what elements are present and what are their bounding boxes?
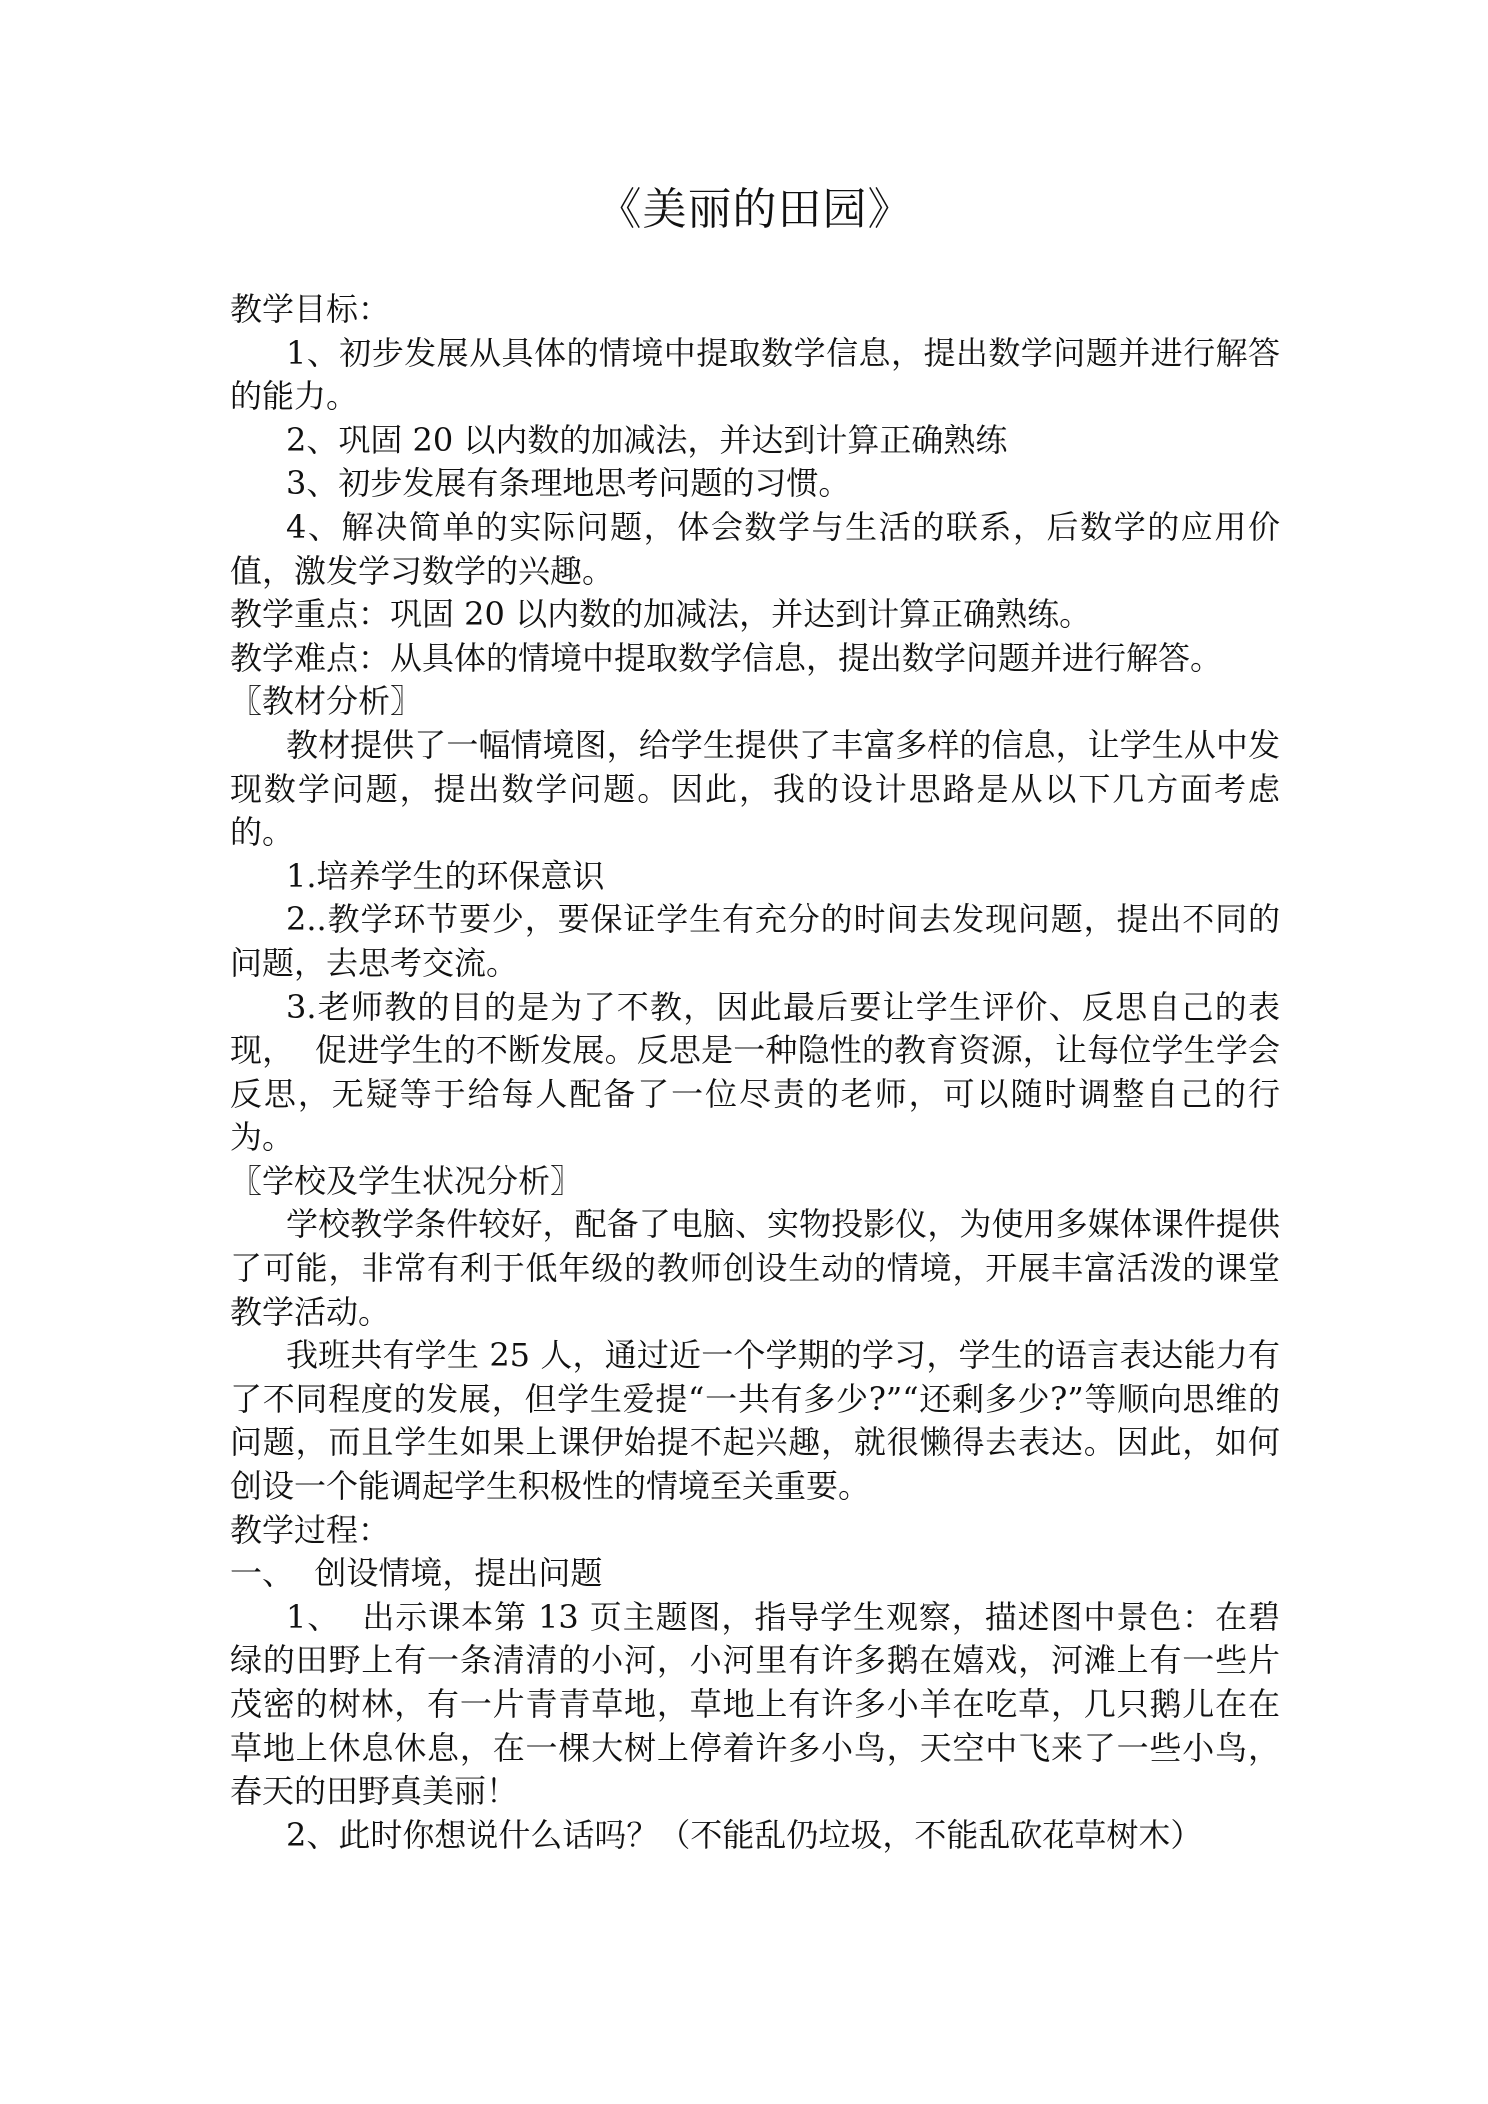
process-step-1: 1、 出示课本第 13 页主题图，指导学生观察，描述图中景色：在碧绿的田野上有一条清清的小河，小河里有许多鹅在嬉戏，河滩上有一些片茂密的树林，有一片青青草地，草地上有许多小羊在吃草，几只鹅儿在在草地上休息休息，在一棵大树上停着许多小鸟，天空中飞来了一些小鸟，春天的田野真美丽！: [230, 1597, 1280, 1811]
heading-teaching-process: 教学过程：: [230, 1510, 391, 1549]
document-page: [230, 180, 1280, 1857]
document-title: 《美丽的田园》: [597, 184, 913, 235]
heading-objectives: 教学目标：: [230, 290, 391, 328]
key-point: 教学重点：巩固 20 以内数的加减法，并达到计算正确熟练。: [230, 595, 1092, 634]
design-point-3: 3.老师教的目的是为了不教，因此最后要让学生评价、反思自己的表现， 促进学生的不断发展。反思是一种隐性的教育资源，让每位学生学会反思，无疑等于给每人配备了一位尽责的老师，可以随时调整自己的行为。: [230, 987, 1280, 1157]
material-analysis-body: 教材提供了一幅情境图，给学生提供了丰富多样的信息，让学生从中发现数学问题，提出数学问题。因此，我的设计思路是从以下几方面考虑的。: [230, 725, 1280, 852]
student-analysis-body: 我班共有学生 25 人，通过近一个学期的学习，学生的语言表达能力有了不同程度的发展，但学生爱提“一共有多少?”“还剩多少?”等顺向思维的问题，而且学生如果上课伊始提不起兴趣，就很懒得去表达。因此，如何创设一个能调起学生积极性的情境至关重要。: [230, 1336, 1280, 1506]
difficult-point: 教学难点：从具体的情境中提取数学信息，提出数学问题并进行解答。: [230, 638, 1223, 677]
school-analysis-body: 学校教学条件较好，配备了电脑、实物投影仪，为使用多媒体课件提供了可能，非常有利于低年级的教师创设生动的情境，开展丰富活泼的课堂教学活动。: [230, 1205, 1280, 1331]
heading-material-analysis: 〖教材分析〗: [230, 682, 423, 721]
heading-school-analysis: 〖学校及学生状况分析〗: [230, 1161, 583, 1200]
objective-2: 2、巩固 20 以内数的加减法，并达到计算正确熟练: [286, 420, 1008, 459]
process-step-2: 2、此时你想说什么话吗？（不能乱仍垃圾，不能乱砍花草树木）: [286, 1815, 1203, 1854]
objective-3: 3、初步发展有条理地思考问题的习惯。: [286, 464, 851, 503]
design-point-1: 1.培养学生的环保意识: [286, 856, 605, 895]
objective-1: 1、初步发展从具体的情境中提取数学信息，提出数学问题并进行解答的能力。: [230, 333, 1280, 416]
section-1-heading: 一、 创设情境，提出问题: [230, 1554, 603, 1593]
objective-4: 4、解决简单的实际问题，体会数学与生活的联系，后数学的应用价值，激发学习数学的兴趣。: [230, 507, 1280, 590]
design-point-2: 2..教学环节要少，要保证学生有充分的时间去发现问题，提出不同的问题，去思考交流。: [230, 900, 1280, 982]
